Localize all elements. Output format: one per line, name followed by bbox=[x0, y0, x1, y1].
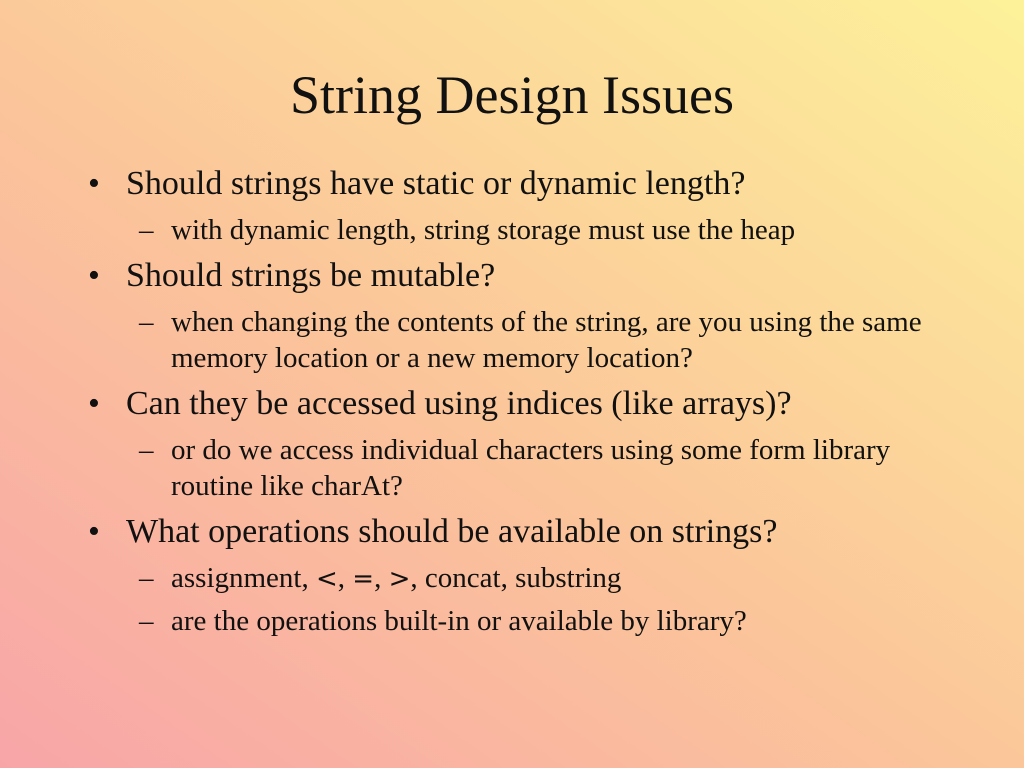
sub-bullet-item bbox=[139, 560, 951, 597]
sub-bullet-text: with dynamic length, string storage must use the heap bbox=[171, 214, 796, 246]
sub-bullet-item bbox=[139, 432, 951, 504]
sub-bullet-text-suffix: , concat, substring bbox=[410, 562, 622, 594]
sub-bullet-marker: – bbox=[139, 562, 154, 594]
sub-bullet-text: or do we access individual characters using some form library routine like charAt? bbox=[171, 434, 891, 502]
sub-bullet-marker: – bbox=[139, 434, 154, 466]
sub-bullet-item bbox=[139, 212, 951, 248]
bullet-item bbox=[88, 254, 1024, 298]
slide-title: String Design Issues bbox=[290, 65, 734, 125]
bullet-marker: • bbox=[88, 385, 100, 422]
bullet-text: Should strings be mutable? bbox=[126, 257, 496, 294]
bullet-text: What operations should be available on strings? bbox=[126, 513, 778, 550]
bullet-text: Can they be accessed using indices (like arrays)? bbox=[126, 385, 792, 422]
sub-bullet-text-prefix: assignment, bbox=[171, 562, 316, 594]
sub-bullet-marker: – bbox=[139, 214, 154, 246]
sub-bullet-text: are the operations built-in or available by library? bbox=[171, 605, 747, 637]
bullet-list bbox=[0, 158, 1024, 645]
bullet-marker: • bbox=[88, 513, 100, 550]
bullet-item bbox=[88, 382, 1024, 426]
sub-bullet-marker: – bbox=[139, 306, 154, 338]
bullet-item bbox=[88, 162, 1024, 206]
separator: , bbox=[337, 562, 353, 594]
sub-bullet-marker: – bbox=[139, 605, 154, 637]
sub-bullet-item bbox=[139, 304, 951, 376]
greater-than-symbol: > bbox=[388, 564, 411, 594]
sub-bullet-item bbox=[139, 603, 951, 639]
bullet-item bbox=[88, 510, 1024, 554]
sub-bullet-text: when changing the contents of the string, are you using the same memory location or a new memory location? bbox=[171, 306, 922, 374]
bullet-text: Should strings have static or dynamic length? bbox=[126, 165, 746, 202]
bullet-marker: • bbox=[88, 257, 100, 294]
separator: , bbox=[374, 562, 389, 594]
equals-symbol: = bbox=[352, 564, 375, 594]
less-than-symbol: < bbox=[316, 564, 338, 594]
bullet-marker: • bbox=[88, 165, 100, 202]
